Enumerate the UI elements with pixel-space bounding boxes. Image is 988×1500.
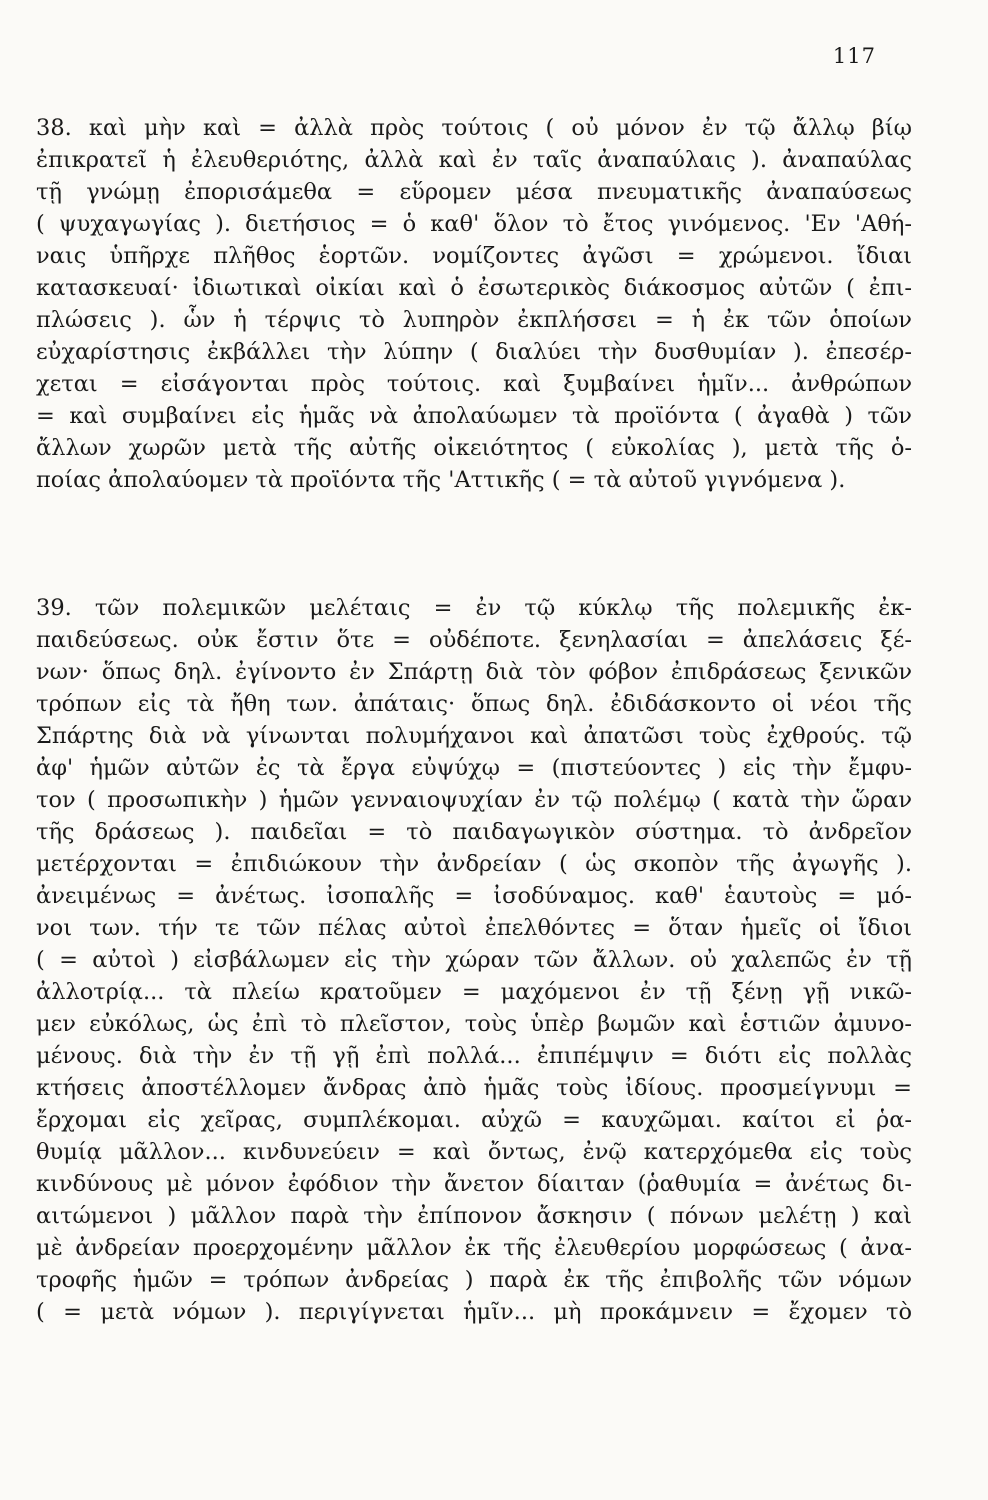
text-line: ἀνειμένως = ἀνέτως. ἰσοπαλῆς = ἰσοδύναμος. καθ' ἑαυτοὺς = μό-	[36, 883, 912, 909]
text-line: ναις ὑπῆρχε πλῆθος ἑορτῶν. νομίζοντες ἀγῶσι = χρώμενοι. ἴδιαι	[36, 243, 912, 269]
text-line: κινδύνους μὲ μόνον ἐφόδιον τὴν ἄνετον δίαιταν (ῥαθυμία = ἀνέτως δι-	[36, 1171, 912, 1197]
text-line: αιτώμενοι ) μᾶλλον παρὰ τὴν ἐπίπονον ἄσκησιν ( πόνων μελέτῃ ) καὶ	[36, 1203, 912, 1229]
text-line: ἐπικρατεῖ ἡ ἐλευθεριότης, ἀλλὰ καὶ ἐν ταῖς ἀναπαύλαις ). ἀναπαύλας	[36, 147, 912, 173]
text-line: 38. καὶ μὴν καὶ = ἀλλὰ πρὸς τούτοις ( οὐ μόνον ἐν τῷ ἄλλῳ βίῳ	[36, 115, 912, 141]
text-line: κατασκευαί· ἰδιωτικαὶ οἰκίαι καὶ ὁ ἐσωτερικὸς διάκοσμος αὐτῶν ( ἐπι-	[36, 275, 912, 301]
text-line: 39. τῶν πολεμικῶν μελέταις = ἐν τῷ κύκλῳ τῆς πολεμικῆς ἐκ-	[36, 595, 912, 621]
text-line: εὐχαρίστησις ἐκβάλλει τὴν λύπην ( διαλύει τὴν δυσθυμίαν ). ἐπεσέρ-	[36, 339, 912, 365]
text-line: ( = μετὰ νόμων ). περιγίγνεται ἡμῖν... μὴ προκάμνειν = ἔχομεν τὸ	[36, 1299, 912, 1325]
text-line: κτήσεις ἀποστέλλομεν ἄνδρας ἀπὸ ἡμᾶς τοὺς ἰδίους. προσμείγνυμι =	[36, 1075, 912, 1101]
text-line: χεται = εἰσάγονται πρὸς τούτοις. καὶ ξυμβαίνει ἡμῖν... ἀνθρώπων	[36, 371, 912, 397]
text-line: νων· ὅπως δηλ. ἐγίνοντο ἐν Σπάρτῃ διὰ τὸν φόβον ἐπιδράσεως ξενικῶν	[36, 659, 912, 685]
text-line: παιδεύσεως. οὐκ ἔστιν ὅτε = οὐδέποτε. ξενηλασίαι = ἀπελάσεις ξέ-	[36, 627, 912, 653]
page-number: 117	[832, 44, 876, 68]
text-line: θυμίᾳ μᾶλλον... κινδυνεύειν = καὶ ὄντως, ἐνῷ κατερχόμεθα εἰς τοὺς	[36, 1139, 912, 1165]
text-line: ( ψυχαγωγίας ). διετήσιος = ὁ καθ' ὅλον τὸ ἔτος γινόμενος. 'Εν 'Αθή-	[36, 211, 912, 237]
text-line: ἀφ' ἡμῶν αὐτῶν ἐς τὰ ἔργα εὐψύχῳ = (πιστεύοντες ) εἰς τὴν ἔμφυ-	[36, 755, 912, 781]
text-line: τρόπων εἰς τὰ ἤθη των. ἀπάταις· ὅπως δηλ. ἐδιδάσκοντο οἱ νέοι τῆς	[36, 691, 912, 717]
text-line: τροφῆς ἡμῶν = τρόπων ἀνδρείας ) παρὰ ἐκ τῆς ἐπιβολῆς τῶν νόμων	[36, 1267, 912, 1293]
text-line: μὲ ἀνδρείαν προερχομένην μᾶλλον ἐκ τῆς ἐλευθερίου μορφώσεως ( ἀνα-	[36, 1235, 912, 1261]
text-line: τον ( προσωπικὴν ) ἡμῶν γενναιοψυχίαν ἐν τῷ πολέμῳ ( κατὰ τὴν ὥραν	[36, 787, 912, 813]
text-line: τῇ γνώμῃ ἐπορισάμεθα = εὕρομεν μέσα πνευματικῆς ἀναπαύσεως	[36, 179, 912, 205]
paragraph-section-39	[36, 592, 912, 1328]
text-line: νοι των. τήν τε τῶν πέλας αὐτοὶ ἐπελθόντες = ὅταν ἡμεῖς οἱ ἴδιοι	[36, 915, 912, 941]
text-line: μετέρχονται = ἐπιδιώκουν τὴν ἀνδρείαν ( ὡς σκοπὸν τῆς ἀγωγῆς ).	[36, 851, 912, 877]
text-line: ἔρχομαι εἰς χεῖρας, συμπλέκομαι. αὐχῶ = καυχῶμαι. καίτοι εἰ ῥα-	[36, 1107, 912, 1133]
text-line: μένους. διὰ τὴν ἐν τῇ γῇ ἐπὶ πολλά... ἐπιπέμψιν = διότι εἰς πολλὰς	[36, 1043, 912, 1069]
text-line: ἄλλων χωρῶν μετὰ τῆς αὐτῆς οἰκειότητος ( εὐκολίας ), μετὰ τῆς ὁ-	[36, 435, 912, 461]
text-line: Σπάρτης διὰ νὰ γίνωνται πολυμήχανοι καὶ ἀπατῶσι τοὺς ἐχθρούς. τῷ	[36, 723, 912, 749]
paragraph-section-38	[36, 112, 912, 496]
text-line: ποίας ἀπολαύομεν τὰ προϊόντα τῆς 'Αττικῆς ( = τὰ αὐτοῦ γιγνόμενα ).	[36, 467, 846, 493]
text-line: = καὶ συμβαίνει εἰς ἡμᾶς νὰ ἀπολαύωμεν τὰ προϊόντα ( ἀγαθὰ ) τῶν	[36, 403, 912, 429]
text-line: μεν εὐκόλως, ὡς ἐπὶ τὸ πλεῖστον, τοὺς ὑπὲρ βωμῶν καὶ ἑστιῶν ἀμυνο-	[36, 1011, 912, 1037]
text-line: ἀλλοτρίᾳ... τὰ πλείω κρατοῦμεν = μαχόμενοι ἐν τῇ ξένῃ γῇ νικῶ-	[36, 979, 912, 1005]
text-line: ( = αὐτοὶ ) εἰσβάλωμεν εἰς τὴν χώραν τῶν ἄλλων. οὐ χαλεπῶς ἐν τῇ	[36, 947, 912, 973]
text-line: πλώσεις ). ὧν ἡ τέρψις τὸ λυπηρὸν ἐκπλήσσει = ἡ ἐκ τῶν ὁποίων	[36, 307, 912, 333]
text-line: τῆς δράσεως ). παιδεῖαι = τὸ παιδαγωγικὸν σύστημα. τὸ ἀνδρεῖον	[36, 819, 912, 845]
